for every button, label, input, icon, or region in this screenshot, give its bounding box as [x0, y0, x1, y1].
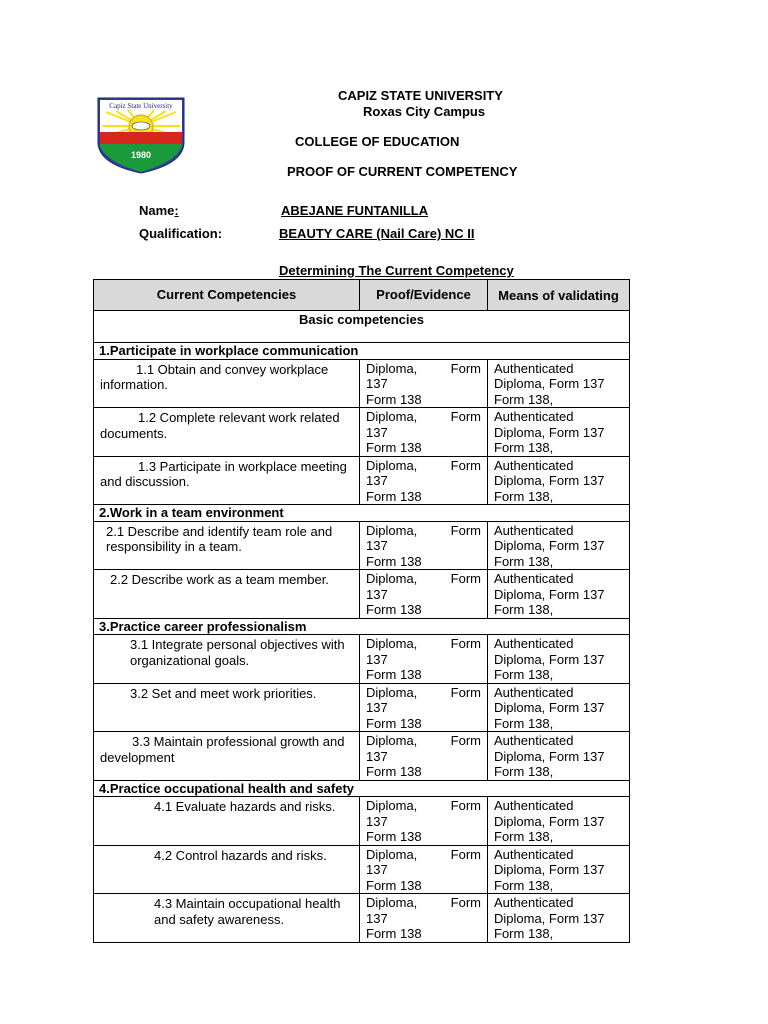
proof-cell: [360, 359, 488, 408]
table-row: [94, 683, 630, 732]
proof-cell: [360, 456, 488, 505]
table-row: [94, 845, 630, 894]
means-line: Authenticated: [494, 798, 574, 813]
proof-word: Diploma,: [366, 846, 418, 862]
competency-text: 1.3 Participate in workplace meeting and discussion.: [100, 458, 347, 489]
proof-word: Diploma,: [366, 684, 418, 700]
proof-word: Diploma,: [366, 360, 418, 376]
means-line: Form 138,: [494, 877, 554, 893]
means-cell: [488, 894, 630, 943]
university-seal-icon: [96, 96, 186, 174]
competency-text: 2.1 Describe and identify team role and responsibility in a team.: [106, 523, 333, 554]
competency-cell: [94, 521, 360, 570]
college-name: COLLEGE OF EDUCATION: [295, 134, 460, 149]
proof-cell: [360, 635, 488, 684]
means-line: Form 138,: [494, 926, 554, 941]
means-line: Form 138,: [494, 553, 554, 569]
means-line: Authenticated: [494, 846, 574, 862]
section-title: 1.Participate in workplace communication: [94, 343, 630, 360]
competency-text: 3.2 Set and meet work priorities.: [130, 685, 317, 701]
proof-word: Form: [450, 409, 481, 424]
proof-word: Form: [450, 846, 481, 862]
means-line: Authenticated: [494, 895, 574, 910]
proof-line: 137: [366, 473, 388, 488]
competency-text: 3.3 Maintain professional growth and development: [100, 734, 345, 765]
table-row: [94, 732, 630, 781]
table-caption: Determining The Current Competency: [279, 263, 514, 278]
proof-cell: [360, 683, 488, 732]
competency-text: 4.1 Evaluate hazards and risks.: [154, 799, 336, 814]
section-row: [94, 505, 630, 522]
proof-line: Form 138: [366, 602, 422, 617]
competency-cell: [94, 732, 360, 781]
proof-line: 137: [366, 586, 388, 602]
qualification-value: BEAUTY CARE (Nail Care) NC II: [279, 226, 475, 241]
proof-word: Form: [450, 360, 481, 376]
means-line: Diploma, Form 137: [494, 424, 605, 440]
means-line: Form 138,: [494, 667, 554, 682]
campus-name: Roxas City Campus: [363, 104, 486, 119]
means-line: Form 138,: [494, 829, 554, 844]
competency-cell: [94, 683, 360, 732]
proof-cell: [360, 797, 488, 846]
competency-cell: [94, 845, 360, 894]
means-line: Diploma, Form 137: [494, 538, 605, 553]
proof-line: 137: [366, 910, 388, 926]
means-line: Authenticated: [494, 409, 574, 424]
competency-cell: [94, 359, 360, 408]
proof-line: Form 138: [366, 391, 422, 407]
proof-line: 137: [366, 651, 388, 667]
proof-word: Diploma,: [366, 733, 418, 748]
means-line: Form 138,: [494, 440, 554, 455]
competency-cell: [94, 894, 360, 943]
proof-word: Form: [450, 457, 481, 473]
means-line: Diploma, Form 137: [494, 376, 605, 391]
table-row: [94, 797, 630, 846]
means-line: Form 138,: [494, 488, 554, 504]
table-row: [94, 456, 630, 505]
proof-word: Diploma,: [366, 522, 418, 538]
proof-word: Form: [450, 522, 481, 538]
proof-cell: [360, 408, 488, 457]
proof-cell: [360, 570, 488, 619]
means-line: Authenticated: [494, 684, 574, 700]
proof-line: 137: [366, 424, 388, 440]
proof-line: 137: [366, 700, 388, 715]
proof-line: 137: [366, 813, 388, 829]
competency-text: 2.2 Describe work as a team member.: [110, 572, 329, 587]
proof-word: Form: [450, 636, 481, 651]
means-line: Diploma, Form 137: [494, 651, 605, 667]
competency-cell: [94, 635, 360, 684]
university-name: CAPIZ STATE UNIVERSITY: [338, 88, 503, 103]
name-value: ABEJANE FUNTANILLA: [281, 203, 429, 218]
qualification-label: Qualification:: [139, 226, 223, 241]
means-line: Authenticated: [494, 636, 574, 651]
means-cell: [488, 408, 630, 457]
means-cell: [488, 359, 630, 408]
competency-text: 4.2 Control hazards and risks.: [154, 847, 327, 863]
proof-line: Form 138: [366, 667, 422, 682]
svg-text:1980: 1980: [130, 150, 152, 160]
means-line: Form 138,: [494, 715, 554, 731]
header-current-competencies: Current Competencies: [94, 280, 360, 311]
table-row: [94, 894, 630, 943]
document-title: PROOF OF CURRENT COMPETENCY: [287, 164, 518, 179]
competency-cell: [94, 456, 360, 505]
proof-cell: [360, 845, 488, 894]
means-cell: [488, 845, 630, 894]
means-line: Authenticated: [494, 457, 574, 473]
proof-word: Diploma,: [366, 409, 418, 424]
means-line: Form 138,: [494, 602, 554, 617]
proof-line: Form 138: [366, 926, 422, 941]
means-cell: [488, 635, 630, 684]
name-label: Name:: [139, 203, 179, 218]
competency-table: [93, 279, 630, 943]
proof-line: Form 138: [366, 488, 422, 504]
section-row: [94, 780, 630, 797]
proof-line: 137: [366, 538, 388, 553]
proof-word: Form: [450, 684, 481, 700]
competency-text: 1.1 Obtain and convey workplace information.: [100, 361, 329, 392]
proof-line: Form 138: [366, 553, 422, 569]
proof-word: Diploma,: [366, 636, 418, 651]
means-line: Diploma, Form 137: [494, 748, 605, 764]
proof-word: Form: [450, 571, 481, 586]
section-title: 4.Practice occupational health and safety: [94, 780, 630, 797]
means-cell: [488, 732, 630, 781]
means-line: Diploma, Form 137: [494, 862, 605, 877]
means-line: Authenticated: [494, 522, 574, 538]
proof-word: Diploma,: [366, 571, 418, 586]
proof-line: 137: [366, 862, 388, 877]
proof-word: Form: [450, 895, 481, 910]
header-means-of-validating: Means of validating: [488, 280, 630, 311]
means-line: Diploma, Form 137: [494, 473, 605, 488]
means-line: Authenticated: [494, 360, 574, 376]
proof-word: Form: [450, 733, 481, 748]
means-line: Diploma, Form 137: [494, 813, 605, 829]
proof-line: 137: [366, 748, 388, 764]
means-cell: [488, 683, 630, 732]
section-title: 2.Work in a team environment: [94, 505, 630, 522]
proof-line: Form 138: [366, 764, 422, 779]
proof-line: Form 138: [366, 877, 422, 893]
means-cell: [488, 570, 630, 619]
competency-cell: [94, 408, 360, 457]
means-cell: [488, 797, 630, 846]
proof-word: Diploma,: [366, 895, 418, 910]
proof-line: Form 138: [366, 715, 422, 731]
table-row: [94, 359, 630, 408]
competency-cell: [94, 797, 360, 846]
means-line: Form 138,: [494, 764, 554, 779]
section-title: 3.Practice career professionalism: [94, 618, 630, 635]
proof-cell: [360, 732, 488, 781]
proof-cell: [360, 521, 488, 570]
proof-line: Form 138: [366, 829, 422, 844]
means-cell: [488, 456, 630, 505]
competency-cell: [94, 570, 360, 619]
means-line: Authenticated: [494, 571, 574, 586]
competency-text: 3.1 Integrate personal objectives with organizational goals.: [130, 637, 345, 668]
proof-word: Diploma,: [366, 798, 418, 813]
basic-competencies-row: Basic competencies: [94, 311, 630, 343]
proof-word: Diploma,: [366, 457, 418, 473]
competency-text: 4.3 Maintain occupational health and safety awareness.: [154, 896, 341, 927]
proof-line: Form 138: [366, 440, 422, 455]
university-logo: [96, 96, 186, 174]
header-proof-evidence: Proof/Evidence: [360, 280, 488, 311]
section-row: [94, 618, 630, 635]
means-line: Authenticated: [494, 733, 574, 748]
table-row: [94, 570, 630, 619]
competency-text: 1.2 Complete relevant work related documents.: [100, 410, 340, 441]
table-row: [94, 521, 630, 570]
svg-text:Capiz State University: Capiz State University: [109, 102, 173, 110]
proof-word: Form: [450, 798, 481, 813]
proof-line: 137: [366, 376, 388, 391]
section-row: [94, 343, 630, 360]
means-line: Diploma, Form 137: [494, 910, 605, 926]
means-line: Diploma, Form 137: [494, 586, 605, 602]
proof-cell: [360, 894, 488, 943]
table-row: [94, 635, 630, 684]
means-line: Diploma, Form 137: [494, 700, 605, 715]
means-cell: [488, 521, 630, 570]
table-row: [94, 408, 630, 457]
means-line: Form 138,: [494, 391, 554, 407]
